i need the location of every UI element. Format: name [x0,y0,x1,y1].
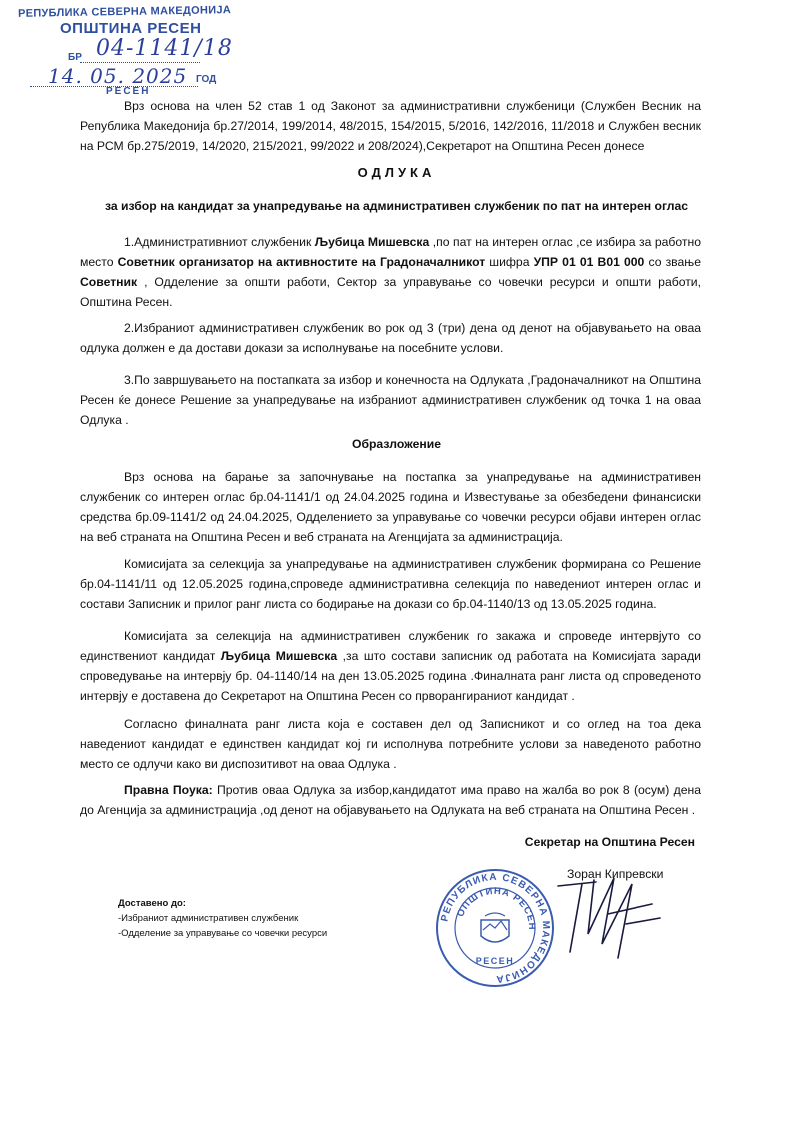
handwritten-signature [548,874,668,964]
explanation-paragraph-1: Врз основа на барање за започнување на постапка за унапредување на административен службеник со интерен оглас бр.04-1141/1 од 24.04.2025 година и Известување за обезбедени финансиски средства бр.09-1141/2 од 24.04.2025, Одделението за управување со човечки ресурси објави интерен оглас на веб страната на Општина Ресен и веб страната на Агенцијата за администрација. [80,470,701,544]
stamp-year-label: ГОД [196,74,217,85]
stamp-ring-text: РЕПУБЛИКА СЕВЕРНА МАКЕДОНИЈА [439,871,552,985]
explanation-paragraph-3: Комисијата за селекција на административен службеник го закажа и спроведе интервјуто со единствениот кандидат Љубица Мишевска ,за што состави записник од работата на Комисијата заради спроведување на интервју бр. 04-1140/14 на ден 13.05.2025 година .Финалната ранг листа од спроведеното интервју е доставена до Секретарот на Општина Ресен со прворангираниот кандидат . [80,629,701,703]
decision-item-1: 1.Административниот службеник Љубица Мишевска ,по пат на интерен оглас ,се избира за работно место Советник организатор на активностите на Градоначалникот шифра УПР 01 01 В01 000 со звање Советник , Одделение за општи работи, Сектор за управување со човечки ресурси и општи работи, Општина Ресен. [80,235,702,309]
delivered-item: -Избраниот административен службеник [118,913,299,924]
delivered-to [118,896,327,941]
document-title: ОДЛУКА [357,165,436,180]
candidate-name: Љубица Мишевска [314,235,430,249]
preamble-text: Врз основа на член 52 став 1 од Законот за административни службеници (Службен Весник на Република Македонија бр.27/2014, 199/2014, 48/2015, 154/2015, 5/2016, 142/2016, 11/2018 и Службен весник на РСМ бр.275/2019, 14/2020, 215/2021, 99/2022 и 208/2024),Секретарот на Општина Ресен донесе [80,99,701,153]
stamp-number-line [80,62,200,63]
signatory-title: Секретар на Општина Ресен [524,835,695,849]
delivered-heading: Доставено до: [118,898,186,909]
preamble [80,96,701,156]
explanation-heading: Образложение [351,437,442,451]
explanation-paragraph-4: Согласно финалната ранг листа која е составен дел од Записникот и со оглед на тоа дека наведениот кандидат е единствен кандидат кој ги исполнува потребните услови за наведеното работно место се одлучи како ви диспозитивот на оваа Одлука . [80,717,701,771]
legal-remedy: Правна Поука: Против оваа Одлука за избор,кандидатот има право на жалба во рок 8 (осум) дена до Агенција за администрација ,од денот на објавувањето на Одлуката на веб страната на Општина Ресен . [80,783,701,817]
position-title: Советник [80,275,138,289]
explanation-paragraph-2: Комисијата за селекција за унапредување на административен службеник формирана со Решение бр.04-1141/11 од 12.05.2025 година,спроведе административна селекција по наведениот интерен оглас и состави Записник и прилог ранг листа со бодирање на докази со бр.04-1140/13 од 13.05.2025 година. [80,557,701,611]
stamp-bottom-text: РЕСЕН [475,956,515,966]
decision-item-3: 3.По завршувањето на постапката за избор и конечноста на Одлуката ,Градоначалникот на Општина Ресен ќе донесе Решение за унапредување на избраниот административен службеник од точка 1 на оваа Одлука . [80,373,701,427]
handwritten-date: 14. 05. 2025 [48,64,188,88]
coat-of-arms-icon [481,913,509,942]
signatory-name: Зоран Кипревски [567,867,664,881]
stamp-inner-text: ОПШТИНА РЕСЕН [455,885,538,931]
stamp-br-label: БР [68,52,82,63]
stamp-city: РЕСЕН [106,86,151,97]
registry-stamp [17,4,248,97]
candidate-name-2: Љубица Мишевска [220,649,338,663]
document-subtitle: за избор на кандидат за унапредување на административен службеник по пат на интерен оглас [104,199,689,213]
position-code: УПР 01 01 В01 000 [533,255,645,269]
handwritten-number: 04-1141/18 [96,36,233,61]
stamp-municipality: ОПШТИНА РЕСЕН [60,20,202,37]
decision-item-2: 2.Избраниот административен службеник во рок од 3 (три) дена од денот на објавувањето на оваа одлука должен е да достави докази за исполнување на посебните услови. [80,321,701,355]
delivered-item: -Одделение за управување со човечки ресурси [118,928,328,939]
legal-remedy-label: Правна Поука: [124,783,213,797]
stamp-republic: РЕПУБЛИКА СЕВЕРНА МАКЕДОНИЈА [17,4,232,20]
position-name: Советник организатор на активностите на Градоначалникот [117,255,486,269]
official-round-stamp [433,866,557,990]
